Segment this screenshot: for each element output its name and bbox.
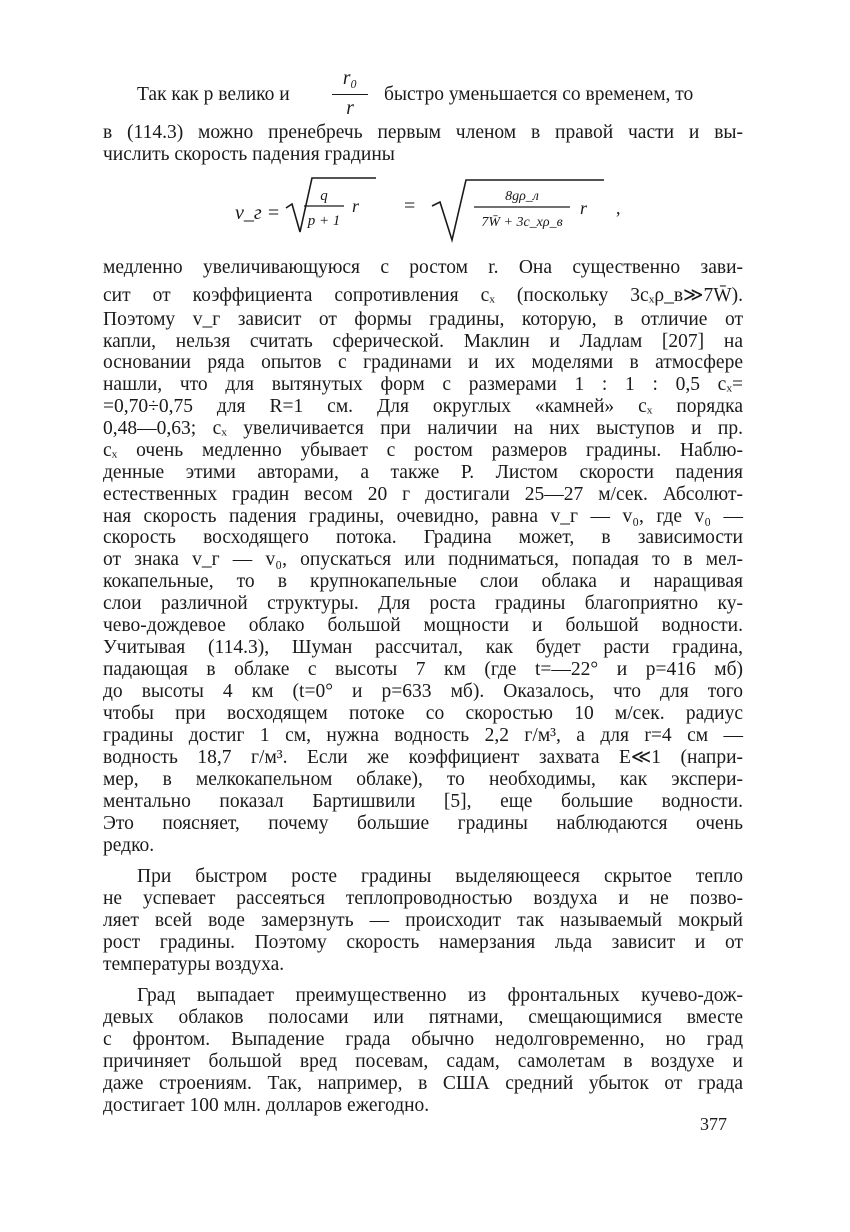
p1-line-21: чтобы при восходящем потоке со скоростью 10 м/сек. радиус (103, 703, 743, 724)
p1-line-1: медленно увеличивающуюся с ростом r. Она существенно зави- (103, 257, 743, 278)
p1-line-2: сит от коэффициента сопротивления cₓ (поскольку 3cₓρ_в≫7W̄). (103, 285, 743, 306)
p1-line-6: нашли, что для вытянутых форм с размерами 1 : 1 : 0,5 cₓ= (103, 374, 743, 395)
p3-line-4: причиняет большой вред посевам, садам, самолетам в воздухе и (103, 1051, 743, 1072)
p2-line-1: При быстром росте градины выделяющееся скрытое тепло (137, 866, 743, 887)
intro-fraction-denominator: r (346, 98, 354, 119)
p1-line-5: основании ряда опытов с градинами и их моделями в атмосфере (103, 352, 743, 373)
radical1-tail: r (352, 196, 360, 216)
p1-line-13: скорость восходящего потока. Градина может, в зависимости (103, 527, 743, 548)
p1-line-11: естественных градин весом 20 г достигали 25—27 м/сек. Абсолют- (103, 484, 743, 505)
p1-line-15: кокапельные, то в крупнокапельные слои облака и наращивая (103, 571, 743, 592)
p2-line-3: ляет всей воде замерзнуть — происходит так называемый мокрый (103, 910, 743, 931)
p1-line-14: от знака v_г — v₀, опускаться или подниматься, попадая то в мел- (103, 549, 743, 570)
intro-line-1b: быстро уменьшается со временем, то (384, 84, 694, 105)
p1-line-4: капли, нельзя считать сферической. Маклин и Ладлам [207] на (103, 331, 743, 352)
p3-line-2: девых облаков полосами или пятнами, смещающимися вместе (103, 1007, 743, 1028)
formula-comma: , (616, 198, 621, 218)
formula-equals: = (404, 195, 416, 217)
intro-line-3: числить скорость падения градины (103, 144, 395, 165)
p1-line-8: 0,48—0,63; cₓ увеличивается при наличии на них выступов и пр. (103, 418, 743, 439)
p1-line-17: чево-дождевое облако большой мощности и большой водности. (103, 615, 743, 636)
p1-line-9: cₓ очень медленно убывает с ростом размеров градины. Наблю- (103, 440, 743, 461)
p1-line-12: ная скорость падения градины, очевидно, равна v_г — v₀, где v₀ — (103, 506, 743, 527)
p3-line-3: с фронтом. Выпадение града обычно недолговременно, но град (103, 1029, 743, 1050)
p1-line-27: редко. (103, 835, 155, 856)
p1-line-16: слои различной структуры. Для роста градины благоприятно ку- (103, 593, 743, 614)
formula-lhs: v_г = (235, 202, 281, 224)
p1-line-20: до высоты 4 км (t=0° и p=633 мб). Оказалось, что для того (103, 681, 743, 702)
p1-line-26: Это поясняет, почему большие градины наблюдаются очень (103, 813, 743, 834)
radical2-denominator: 7W̄ + 3c_xρ_в (481, 215, 563, 230)
p3-line-6: достигает 100 млн. долларов ежегодно. (103, 1095, 430, 1116)
p1-line-7: =0,70÷0,75 для R=1 см. Для округлых «камней» cₓ порядка (103, 396, 743, 417)
hail-velocity-formula (0, 0, 850, 260)
p1-line-10: денные этими авторами, а также Р. Листом скорости падения (103, 462, 743, 483)
p1-line-19: падающая в облаке с высоты 7 км (где t=—22° и p=416 мб) (103, 659, 743, 680)
page-number: 377 (700, 1114, 727, 1134)
p3-line-5: даже строениям. Так, например, в США средний убыток от града (103, 1073, 743, 1094)
intro-fraction-numerator: r₀ (342, 68, 358, 89)
p1-line-23: водность 18,7 г/м³. Если же коэффициент захвата E≪1 (напри- (103, 747, 743, 768)
p2-line-2: не успевает рассеяться теплопроводностью воздуха и не позво- (103, 888, 743, 909)
p2-line-5: температуры воздуха. (103, 954, 285, 975)
radical1-denominator: p + 1 (307, 213, 341, 229)
intro-line-2: в (114.3) можно пренебречь первым членом в правой части и вы- (103, 122, 743, 143)
p1-line-22: градины достиг 1 см, нужна водность 2,2 г/м³, а для r=4 см — (103, 725, 743, 746)
intro-line-1a: Так как p велико и (137, 84, 290, 105)
radical2-numerator: 8gρ_л (505, 189, 539, 204)
p1-line-3: Поэтому v_г зависит от формы градины, которую, в отличие от (103, 309, 743, 330)
p1-line-25: ментально показал Бартишвили [5], еще большие водности. (103, 791, 743, 812)
radical2-tail: r (580, 198, 588, 218)
p1-line-24: мер, в мелкокапельном облаке), то необходимы, как экспери- (103, 769, 743, 790)
p1-line-18: Учитывая (114.3), Шуман рассчитал, как будет расти градина, (103, 637, 743, 658)
radical1-numerator: q (320, 188, 328, 204)
p2-line-4: рост градины. Поэтому скорость намерзания льда зависит и от (103, 932, 743, 953)
p3-line-1: Град выпадает преимущественно из фронтальных кучево-дож- (137, 985, 743, 1006)
